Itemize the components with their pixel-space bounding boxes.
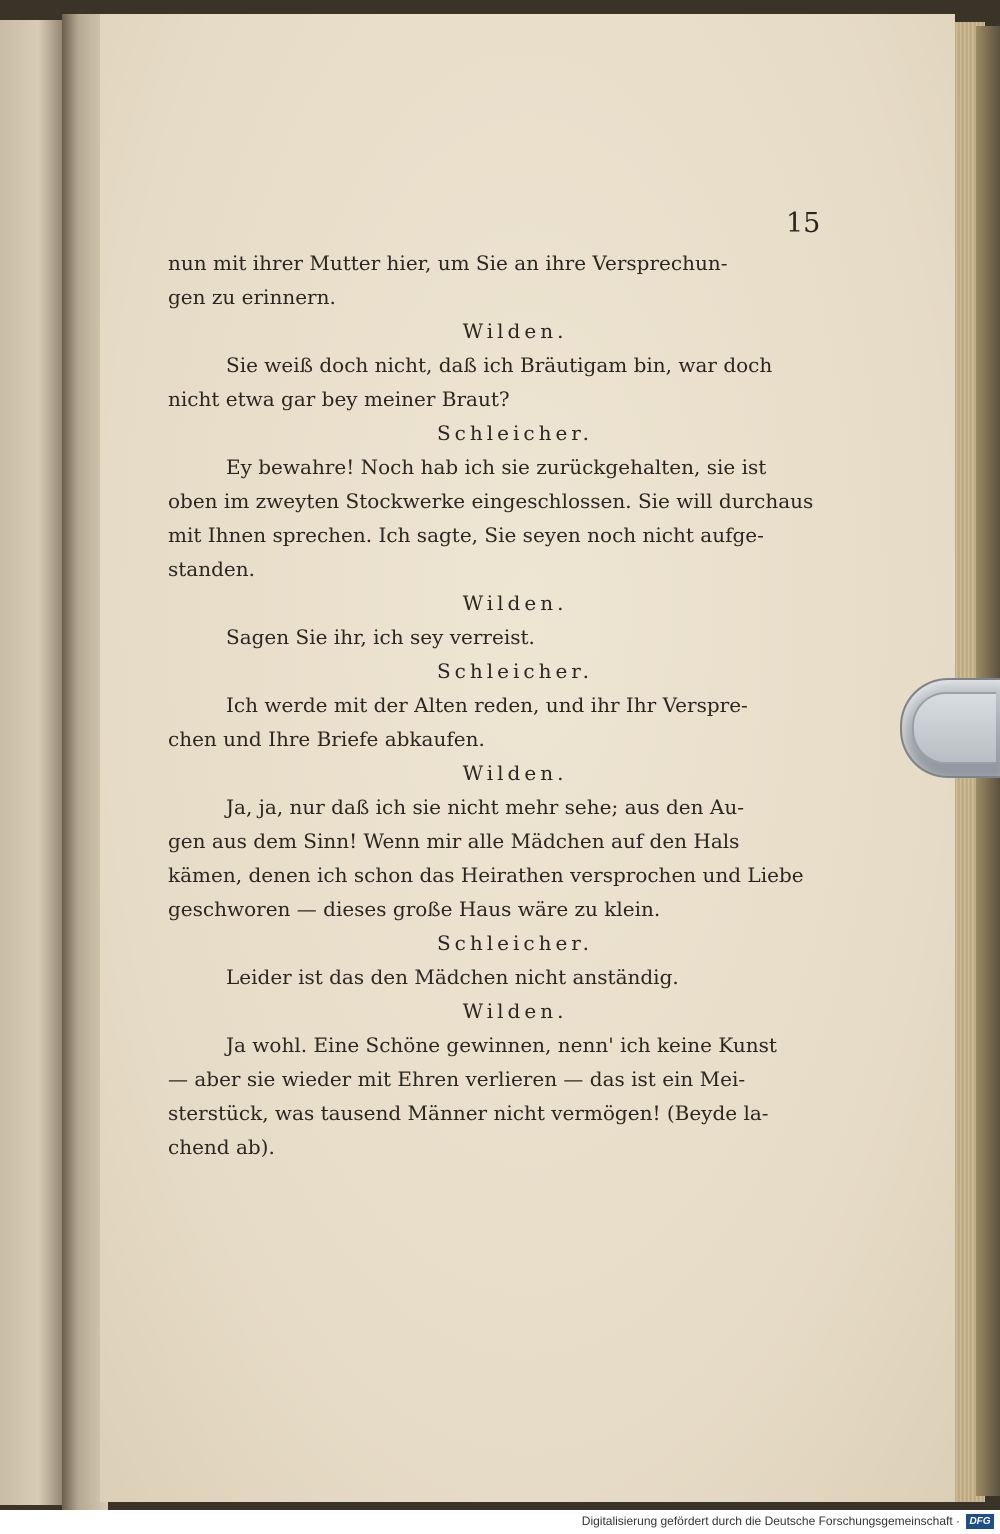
text-line: standen. — [168, 557, 255, 581]
text-line: Ich werde mit der Alten reden, und ihr Ihr Verspre- — [226, 693, 748, 717]
page-clip — [900, 678, 1000, 778]
footer-credit: Digitalisierung gefördert durch die Deutsche Forschungsgemeinschaft · — [581, 1514, 960, 1528]
text-line: Sie weiß doch nicht, daß ich Bräutigam bin, war doch — [226, 353, 773, 377]
speaker-name: Schleicher. — [436, 659, 594, 683]
text-line: kämen, denen ich schon das Heirathen versprochen und Liebe — [168, 863, 804, 887]
speaker-name: Wilden. — [462, 761, 568, 785]
text-line: nicht etwa gar bey meiner Braut? — [168, 387, 510, 411]
text-line: — aber sie wieder mit Ehren verlieren — das ist ein Mei- — [168, 1067, 746, 1091]
text-line: mit Ihnen sprechen. Ich sagte, Sie seyen noch nicht aufge- — [168, 523, 764, 547]
left-page-edge — [0, 20, 64, 1505]
text-line: nun mit ihrer Mutter hier, um Sie an ihre Versprechun- — [168, 251, 728, 275]
speaker-name: Schleicher. — [436, 421, 594, 445]
speaker-name: Wilden. — [462, 319, 568, 343]
footer-bar — [0, 1510, 1000, 1534]
page-clip-loop — [912, 692, 996, 764]
text-line: Leider ist das den Mädchen nicht anständig. — [226, 965, 679, 989]
text-line: chen und Ihre Briefe abkaufen. — [168, 727, 485, 751]
speaker-name: Wilden. — [462, 591, 568, 615]
speaker-name: Wilden. — [462, 999, 568, 1023]
text-line: gen aus dem Sinn! Wenn mir alle Mädchen auf den Hals — [168, 829, 740, 853]
page-number: 15 — [786, 208, 821, 239]
page-text — [168, 246, 832, 1164]
text-line: oben im zweyten Stockwerke eingeschlossen. Sie will durchaus — [168, 489, 814, 513]
text-line: Ja, ja, nur daß ich sie nicht mehr sehe; aus den Au- — [226, 795, 744, 819]
text-line: geschworen — dieses große Haus wäre zu klein. — [168, 897, 661, 921]
text-line: Ja wohl. Eine Schöne gewinnen, nenn' ich keine Kunst — [226, 1033, 777, 1057]
speaker-name: Schleicher. — [436, 931, 594, 955]
dfg-logo: DFG — [966, 1514, 994, 1529]
text-line: Ey bewahre! Noch hab ich sie zurückgehalten, sie ist — [226, 455, 767, 479]
text-line: chend ab). — [168, 1135, 275, 1159]
text-line: sterstück, was tausend Männer nicht vermögen! (Beyde la- — [168, 1101, 769, 1125]
text-line: gen zu erinnern. — [168, 285, 336, 309]
text-line: Sagen Sie ihr, ich sey verreist. — [226, 625, 535, 649]
